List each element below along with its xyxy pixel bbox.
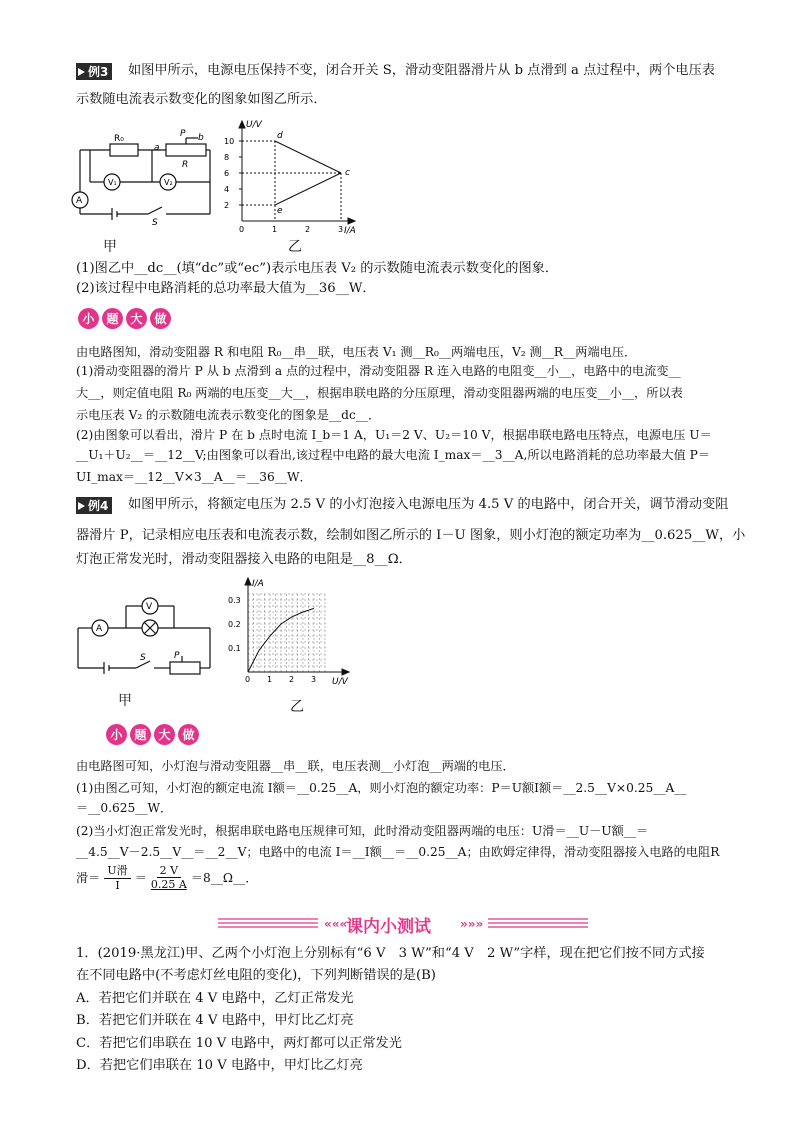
example-3-u-i-graph	[222, 117, 362, 235]
example-3-analysis-5: __U₁＋U₂__＝__12__V;由图象可以看出,该过程中电路的最大电流 I_max＝__3__A,所以电路消耗的总功率最大值 P＝	[76, 448, 711, 462]
label-r0: R₀	[114, 134, 124, 144]
example-3-q1: (1)图乙中__dc__(填“dc”或“ec”)表示电压表 V₂ 的示数随电流表示数变化的图象．	[76, 261, 559, 276]
example-4-circuit-diagram	[70, 592, 220, 682]
section-title: 课内小测试	[346, 917, 431, 937]
example-4-stem-line1: 如图甲所示，将额定电压为 2.5 V 的小灯泡接入电源电压为 4.5 V 的电路中，闭合开关，调节滑动变阻	[128, 497, 729, 512]
slider-p-label: P	[174, 651, 180, 661]
y-tick-label: 4	[224, 185, 230, 194]
example-4-analysis-2: ＝__0.625__W．	[76, 801, 173, 815]
x-tick-label: 3	[311, 675, 317, 684]
example-4-i-u-graph	[228, 576, 356, 686]
label-a: a	[154, 143, 160, 153]
ammeter-label: A	[76, 196, 83, 206]
y-tick-label: 0.2	[228, 620, 241, 629]
fraction: 2 V 0.25 A	[150, 863, 187, 891]
triangle-icon	[78, 68, 85, 76]
ammeter-label: A	[96, 624, 103, 634]
example-3-analysis-4: (2)由图象可以看出，滑片 P 在 b 点时电流 I_b＝1 A，U₁＝2 V、U₂＝10 V，根据串联电路电压特点，电源电压 U＝	[76, 428, 712, 442]
example-3-analysis-1: (1)滑动变阻器的滑片 P 从 b 点滑到 a 点的过程中，滑动变阻器 R 连入电路的电阻变__小__，电路中的电流变__	[76, 364, 681, 378]
y-tick-label: 8	[224, 153, 230, 162]
quiz-question-line2: 在不同电路中(不考虑灯丝电阻的变化)，下列判断错误的是(B)	[76, 968, 436, 983]
quiz-question-line1: 1．(2019·黑龙江)甲、乙两个小灯泡上分别标有“6 V 3 W”和“4 V 2 W”字样，现在把它们按不同方式接	[76, 946, 705, 961]
y-axis-label: U/V	[246, 120, 262, 130]
x-axis-label: U/V	[332, 677, 348, 686]
x-tick-label: 2	[305, 225, 311, 234]
series-line-0	[275, 141, 341, 173]
x-tick-label: 1	[272, 225, 278, 234]
x-tick-label: 0	[239, 225, 245, 234]
quiz-option-a: A．若把它们并联在 4 V 电路中，乙灯正常发光	[76, 991, 354, 1006]
svg-text:»»»: »»»	[460, 917, 484, 931]
switch-label: S	[152, 218, 158, 228]
y-tick-label: 2	[224, 201, 230, 210]
example-4-analysis-0: 由电路图可知，小灯泡与滑动变阻器__串__联，电压表测__小灯泡__两端的电压．	[76, 759, 515, 773]
y-tick-label: 0.1	[228, 644, 241, 653]
xiao-ti-da-zuo-badge: 小 题 大 做	[78, 308, 171, 329]
quiz-option-d: D．若把它们串联在 10 V 电路中，甲灯比乙灯亮	[76, 1058, 363, 1073]
example-3-stem-line2: 示数随电流表示数变化的图象如图乙所示．	[76, 92, 327, 107]
example-3-tag: 例3	[76, 63, 112, 80]
example-3-q2: (2)该过程中电路消耗的总功率最大值为__36__W．	[76, 281, 376, 296]
fig-jia-label: 甲	[118, 693, 132, 709]
x-tick-label: 2	[289, 675, 295, 684]
triangle-icon	[78, 502, 85, 510]
example-3-circuit-diagram	[70, 128, 220, 228]
label-p: P	[180, 129, 186, 139]
example-4-tag: 例4	[76, 497, 112, 514]
quiz-option-c: C．若把它们串联在 10 V 电路中，两灯都可以正常发光	[76, 1036, 402, 1051]
example-3-stem-line1: 如图甲所示，电源电压保持不变，闭合开关 S，滑动变阻器滑片从 b 点滑到 a 点过程中，两个电压表	[128, 63, 715, 78]
x-tick-label: 3	[338, 225, 344, 234]
series-line-1	[275, 173, 341, 205]
example-3-analysis-0: 由电路图知，滑动变阻器 R 和电阻 R₀__串__联，电压表 V₁ 测__R₀__两端电压，V₂ 测__R__两端电压．	[76, 345, 637, 359]
example-4-analysis-3: (2)当小灯泡正常发光时，根据串联电路电压规律可知，此时滑动变阻器两端的电压：U滑＝__U－U额__＝	[76, 824, 649, 838]
voltmeter-v2-label: V₂	[164, 178, 173, 187]
voltmeter-v1-label: V₁	[108, 178, 117, 187]
x-tick-label: 1	[267, 675, 273, 684]
example-4-stem-line3: 灯泡正常发光时，滑动变阻器接入电路的电阻是__8__Ω．	[76, 552, 412, 567]
example-3-analysis-6: UI_max＝__12__V×3__A__＝__36__W．	[76, 470, 312, 484]
label-r: R	[182, 160, 189, 170]
point-label: c	[345, 168, 350, 178]
example-4-analysis-4: __4.5__V－2.5__V__＝__2__V；电路中的电流 I＝__I额__＝__0.25__A；由欧姆定律得，滑动变阻器接入电路的电阻R	[76, 845, 720, 859]
fig-jia-label: 甲	[103, 239, 117, 255]
x-tick-label: 0	[245, 675, 251, 684]
switch-label: S	[140, 653, 146, 663]
label-b: b	[198, 133, 204, 143]
example-3-analysis-3: 示电压表 V₂ 的示数随电流表示数变化的图象是__dc__．	[76, 408, 381, 422]
example-4-stem-line2: 器滑片 P，记录相应电压表和电流表示数，绘制如图乙所示的 I－U 图象，则小灯泡的额定功率为__0.625__W，小	[76, 528, 746, 543]
y-tick-label: 10	[224, 137, 235, 146]
xiao-ti-da-zuo-badge: 小 题 大 做	[106, 724, 199, 745]
example-4-analysis-1: (1)由图乙可知，小灯泡的额定电流 I额＝__0.25__A，则小灯泡的额定功率：P＝U额I额＝__2.5__V×0.25__A__	[76, 781, 687, 795]
svg-text:«««: «««	[324, 917, 348, 931]
y-tick-label: 6	[224, 169, 230, 178]
x-axis-label: I/A	[344, 226, 356, 235]
fraction: U滑 I	[104, 862, 130, 892]
y-tick-label: 0.3	[228, 596, 241, 605]
fig-yi-label: 乙	[290, 699, 304, 715]
point-label: d	[277, 131, 283, 141]
quiz-option-b: B．若把它们并联在 4 V 电路中，甲灯比乙灯亮	[76, 1013, 354, 1028]
example-3-analysis-2: 大__，则定值电阻 R₀ 两端的电压变__大__，根据串联电路的分压原理，滑动变阻器两端的电压变__小__，所以表	[76, 386, 683, 400]
example-4-formula: 滑＝ U滑 I ＝ 2 V 0.25 A ＝8__Ω__．	[76, 863, 258, 892]
fig-yi-label: 乙	[288, 239, 302, 255]
point-label: e	[277, 206, 283, 216]
voltmeter-label: V	[146, 602, 153, 612]
y-axis-label: I/A	[252, 579, 264, 589]
